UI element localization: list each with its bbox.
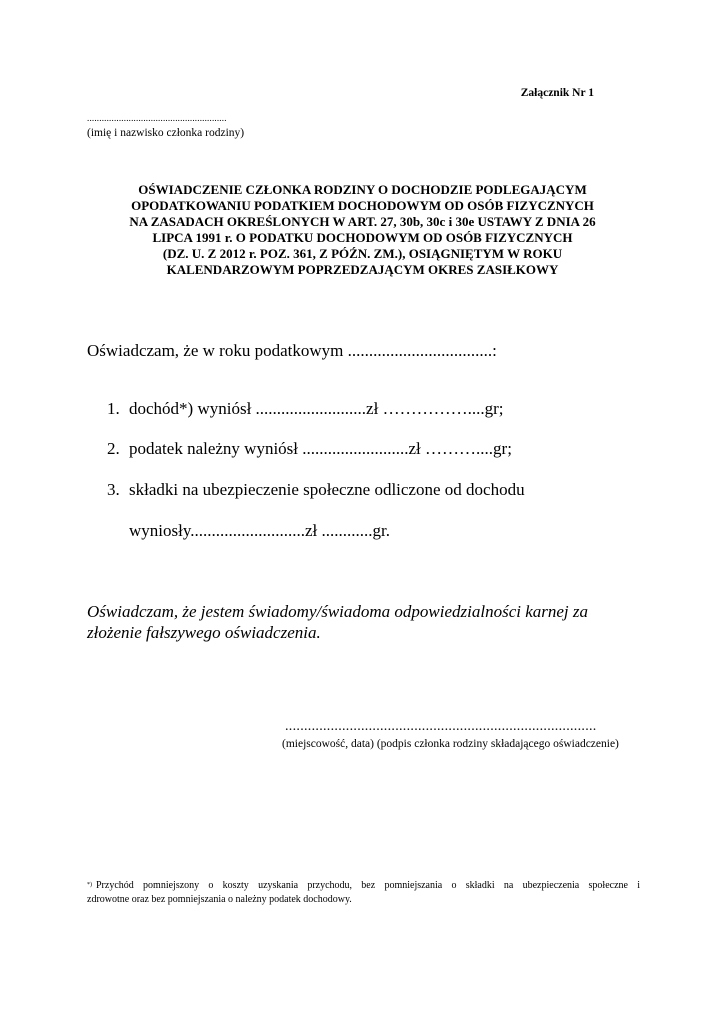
list-item-text: dochód*) wyniósł ..........................zł ……………....gr;	[129, 399, 504, 418]
title-line: NA ZASADACH OKREŚLONYCH W ART. 27, 30b, 30c i 30e USTAWY Z DNIA 26	[129, 214, 596, 229]
list-item-contributions-amount: wyniosły...........................zł ............gr.	[129, 521, 390, 540]
list-item-tax	[107, 439, 512, 459]
member-name-caption: (imię i nazwisko członka rodziny)	[87, 127, 245, 139]
footnote-line-2: zdrowotne oraz bez pomniejszania o należny podatek dochodowy.	[87, 894, 352, 905]
list-item-text: składki na ubezpieczenie społeczne odliczone od dochodu	[129, 480, 525, 499]
footnote	[87, 878, 640, 907]
signature-line: ..................................................................................	[285, 719, 597, 734]
list-item-income	[107, 399, 503, 419]
title-line: OŚWIADCZENIE CZŁONKA RODZINY O DOCHODZIE PODLEGAJĄCYM	[138, 182, 587, 197]
list-item-contributions	[107, 480, 525, 500]
footnote-mark: *)	[87, 882, 92, 888]
list-item-number: 2.	[107, 439, 120, 458]
responsibility-line: Oświadczam, że jestem świadomy/świadoma odpowiedzialności karnej za	[87, 602, 589, 621]
title-line: KALENDARZOWYM POPRZEDZAJĄCYM OKRES ZASIŁKOWY	[166, 262, 559, 277]
tax-year-declaration: Oświadczam, że w roku podatkowym ..................................:	[87, 341, 497, 360]
member-name-line: .........................................................	[87, 113, 227, 123]
responsibility-statement	[87, 601, 647, 643]
signature-caption: (miejscowość, data) (podpis członka rodziny składającego oświadczenie)	[282, 738, 619, 750]
title-line: (DZ. U. Z 2012 r. POZ. 361, Z PÓŹN. ZM.), OSIĄGNIĘTYM W ROKU	[162, 246, 563, 261]
document-title	[80, 182, 645, 278]
list-item-number: 1.	[107, 399, 120, 418]
list-item-text: podatek należny wyniósł .........................zł ………....gr;	[129, 439, 512, 458]
title-line: OPODATKOWANIU PODATKIEM DOCHODOWYM OD OSÓB FIZYCZNYCH	[131, 198, 594, 213]
annex-label: Załącznik Nr 1	[520, 87, 594, 99]
title-line: LIPCA 1991 r. O PODATKU DOCHODOWYM OD OSÓB FIZYCZNYCH	[152, 230, 573, 245]
list-item-number: 3.	[107, 480, 120, 499]
responsibility-line: złożenie fałszywego oświadczenia.	[87, 623, 321, 642]
footnote-line-1: Przychód pomniejszony o koszty uzyskania przychodu, bez pomniejszania o składki na ubezpieczenia społeczne i	[96, 880, 640, 891]
